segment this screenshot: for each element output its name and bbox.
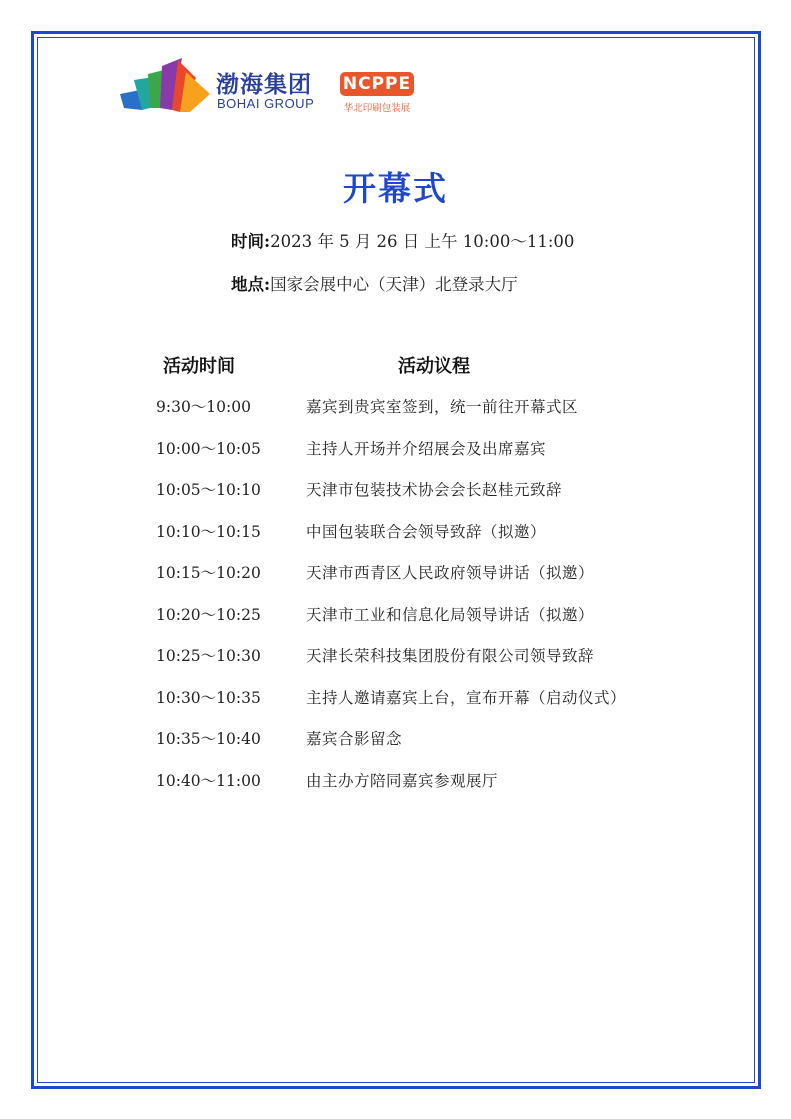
ncppe-logo-subtitle: 华北印刷包装展: [343, 103, 411, 114]
agenda-row: [0, 725, 791, 767]
bohai-logo-cn: 渤海集团: [216, 72, 312, 98]
agenda-item: 天津市包装技术协会会长赵桂元致辞: [306, 481, 563, 499]
agenda-row: [0, 684, 791, 726]
event-time-label: 时间:: [231, 232, 271, 251]
agenda-row: [0, 476, 791, 518]
agenda-time: 10:25～10:30: [156, 647, 261, 665]
event-time: [231, 228, 574, 252]
agenda-item: 天津市西青区人民政府领导讲话（拟邀）: [306, 564, 595, 582]
event-place: [231, 271, 518, 295]
agenda-row: [0, 435, 791, 477]
agenda-time: 10:30～10:35: [156, 688, 261, 707]
page-title: 开幕式: [343, 169, 448, 208]
bohai-logo-mark-icon: [120, 58, 212, 114]
header-activity-time: 活动时间: [163, 356, 235, 377]
agenda-row: [0, 559, 791, 601]
agenda-list: [0, 393, 791, 808]
agenda-row: [0, 393, 791, 435]
header-activity-agenda: 活动议程: [398, 356, 470, 377]
agenda-item: 嘉宾到贵宾室签到，统一前往开幕式区: [306, 398, 579, 416]
agenda-time: 10:20～10:25: [156, 605, 261, 624]
header-logos: [120, 58, 420, 118]
agenda-row: [0, 518, 791, 560]
event-place-label: 地点:: [231, 275, 271, 294]
ncppe-logo: NCPPE: [340, 72, 414, 96]
agenda-row: [0, 767, 791, 809]
bohai-logo-en: BOHAI GROUP: [217, 96, 315, 111]
agenda-item: 嘉宾合影留念: [306, 730, 403, 748]
agenda-time: 10:40～11:00: [156, 771, 261, 790]
agenda-item: 中国包装联合会领导致辞（拟邀）: [306, 522, 547, 541]
agenda-time: 10:00～10:05: [156, 439, 261, 458]
agenda-item: 天津长荣科技集团股份有限公司领导致辞: [306, 647, 595, 665]
event-time-value: 2023 年 5 月 26 日 上午 10:00～11:00: [270, 232, 575, 251]
agenda-time: 10:05～10:10: [156, 481, 261, 499]
agenda-time: 10:35～10:40: [156, 730, 261, 748]
agenda-row: [0, 601, 791, 643]
agenda-item: 天津市工业和信息化局领导讲话（拟邀）: [306, 605, 595, 624]
agenda-item: 主持人开场并介绍展会及出席嘉宾: [306, 439, 547, 458]
agenda-item: 由主办方陪同嘉宾参观展厅: [306, 771, 499, 790]
agenda-time: 10:10～10:15: [156, 522, 261, 541]
agenda-row: [0, 642, 791, 684]
agenda-time: 9:30～10:00: [156, 398, 251, 416]
agenda-time: 10:15～10:20: [156, 564, 261, 582]
agenda-item: 主持人邀请嘉宾上台，宣布开幕（启动仪式）: [306, 688, 627, 707]
event-place-value: 国家会展中心（天津）北登录大厅: [270, 275, 518, 294]
